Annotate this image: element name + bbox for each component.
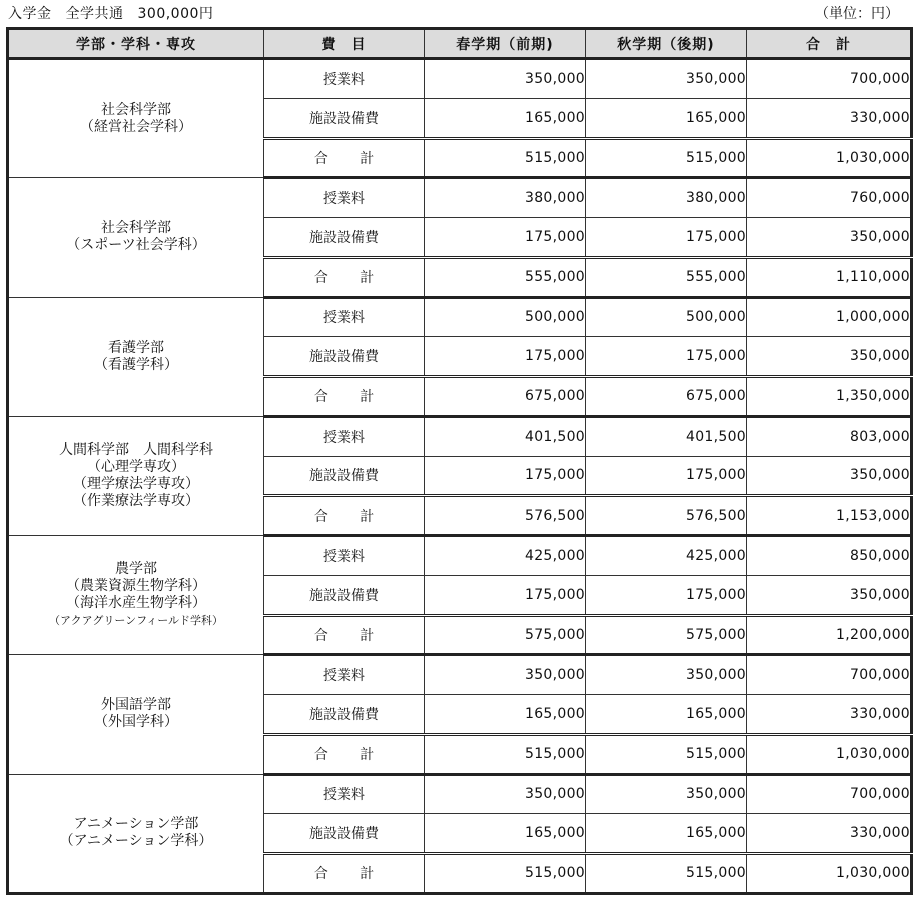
spring-amount-cell: 575,000 — [425, 615, 586, 655]
fee-item-cell: 合 計 — [264, 496, 425, 536]
autumn-amount-cell: 350,000 — [586, 655, 747, 695]
column-header-total: 合 計 — [747, 29, 912, 59]
department-line: 外国語学部 — [101, 697, 171, 714]
department-line: アニメーション学部 — [73, 816, 199, 833]
fee-item-cell: 施設設備費 — [264, 456, 425, 496]
column-header-department: 学部・学科・専攻 — [8, 29, 264, 59]
fee-item-cell: 授業料 — [264, 655, 425, 695]
spring-amount-cell: 175,000 — [425, 456, 586, 496]
autumn-amount-cell: 175,000 — [586, 456, 747, 496]
autumn-amount-cell: 165,000 — [586, 695, 747, 735]
department-line: （海洋水産生物学科） — [66, 595, 206, 612]
autumn-amount-cell: 576,500 — [586, 496, 747, 536]
fee-item-cell: 施設設備費 — [264, 98, 425, 138]
department-cell — [8, 655, 264, 774]
table-row — [8, 536, 912, 576]
autumn-amount-cell: 675,000 — [586, 377, 747, 417]
column-header-fee-item: 費 目 — [264, 29, 425, 59]
fee-item-cell: 授業料 — [264, 774, 425, 814]
table-row — [8, 178, 912, 218]
spring-amount-cell: 165,000 — [425, 695, 586, 735]
fee-item-cell: 合 計 — [264, 854, 425, 894]
fee-item-cell: 施設設備費 — [264, 575, 425, 615]
fee-item-cell: 合 計 — [264, 377, 425, 417]
fee-item-cell: 施設設備費 — [264, 695, 425, 735]
department-line: 看護学部 — [108, 339, 164, 356]
total-amount-cell: 700,000 — [747, 59, 912, 99]
total-amount-cell: 350,000 — [747, 218, 912, 258]
autumn-amount-cell: 515,000 — [586, 138, 747, 178]
autumn-amount-cell: 175,000 — [586, 575, 747, 615]
table-row — [8, 297, 912, 337]
total-amount-cell: 330,000 — [747, 695, 912, 735]
fee-item-cell: 授業料 — [264, 297, 425, 337]
fee-item-cell: 合 計 — [264, 138, 425, 178]
autumn-amount-cell: 515,000 — [586, 854, 747, 894]
spring-amount-cell: 350,000 — [425, 774, 586, 814]
department-line: （外国学科） — [94, 714, 178, 731]
admission-fee-scope: 全学共通 — [65, 6, 124, 22]
spring-amount-cell: 175,000 — [425, 218, 586, 258]
spring-amount-cell: 515,000 — [425, 854, 586, 894]
table-body — [8, 59, 912, 894]
department-cell — [8, 536, 264, 655]
total-amount-cell: 1,030,000 — [747, 734, 912, 774]
table-row — [8, 416, 912, 456]
column-header-spring: 春学期（前期) — [425, 29, 586, 59]
fee-item-cell: 授業料 — [264, 536, 425, 576]
department-line: （農業資源生物学科） — [66, 578, 206, 595]
total-amount-cell: 700,000 — [747, 774, 912, 814]
total-amount-cell: 760,000 — [747, 178, 912, 218]
admission-fee-line — [8, 3, 227, 23]
fee-item-cell: 施設設備費 — [264, 814, 425, 854]
admission-fee-amount: 300,000円 — [137, 6, 214, 22]
department-cell — [8, 416, 264, 535]
table-header-row — [8, 29, 912, 59]
spring-amount-cell: 515,000 — [425, 138, 586, 178]
column-header-autumn: 秋学期（後期) — [586, 29, 747, 59]
department-cell — [8, 297, 264, 416]
spring-amount-cell: 500,000 — [425, 297, 586, 337]
table-row — [8, 59, 912, 99]
total-amount-cell: 1,153,000 — [747, 496, 912, 536]
spring-amount-cell: 165,000 — [425, 98, 586, 138]
total-amount-cell: 803,000 — [747, 416, 912, 456]
autumn-amount-cell: 175,000 — [586, 218, 747, 258]
unit-note: （単位：円） — [815, 6, 899, 22]
total-amount-cell: 1,030,000 — [747, 854, 912, 894]
autumn-amount-cell: 165,000 — [586, 98, 747, 138]
spring-amount-cell: 350,000 — [425, 655, 586, 695]
department-cell — [8, 59, 264, 178]
department-line: （看護学科） — [94, 356, 178, 373]
autumn-amount-cell: 175,000 — [586, 337, 747, 377]
spring-amount-cell: 380,000 — [425, 178, 586, 218]
department-line: 社会科学部 — [101, 220, 171, 237]
department-line: （スポーツ社会学科） — [66, 237, 206, 254]
fee-item-cell: 施設設備費 — [264, 218, 425, 258]
spring-amount-cell: 165,000 — [425, 814, 586, 854]
fee-item-cell: 合 計 — [264, 257, 425, 297]
total-amount-cell: 850,000 — [747, 536, 912, 576]
department-line: （アニメーション学科） — [59, 833, 213, 850]
autumn-amount-cell: 555,000 — [586, 257, 747, 297]
total-amount-cell: 330,000 — [747, 98, 912, 138]
autumn-amount-cell: 425,000 — [586, 536, 747, 576]
spring-amount-cell: 555,000 — [425, 257, 586, 297]
tuition-fee-table — [6, 27, 913, 895]
department-line: 農学部 — [115, 561, 157, 578]
table-row — [8, 774, 912, 814]
autumn-amount-cell: 165,000 — [586, 814, 747, 854]
fee-item-cell: 授業料 — [264, 416, 425, 456]
department-line: 社会科学部 — [101, 101, 171, 118]
spring-amount-cell: 576,500 — [425, 496, 586, 536]
total-amount-cell: 1,000,000 — [747, 297, 912, 337]
total-amount-cell: 330,000 — [747, 814, 912, 854]
department-cell — [8, 178, 264, 297]
fee-item-cell: 施設設備費 — [264, 337, 425, 377]
autumn-amount-cell: 401,500 — [586, 416, 747, 456]
autumn-amount-cell: 350,000 — [586, 59, 747, 99]
total-amount-cell: 350,000 — [747, 575, 912, 615]
spring-amount-cell: 425,000 — [425, 536, 586, 576]
total-amount-cell: 350,000 — [747, 337, 912, 377]
spring-amount-cell: 401,500 — [425, 416, 586, 456]
department-cell — [8, 774, 264, 893]
autumn-amount-cell: 515,000 — [586, 734, 747, 774]
department-line: 人間科学部 人間科学科 — [59, 441, 213, 458]
total-amount-cell: 1,110,000 — [747, 257, 912, 297]
spring-amount-cell: 175,000 — [425, 575, 586, 615]
department-line: （アクアグリーンフィールド学科） — [48, 614, 224, 628]
admission-fee-label: 入学金 — [8, 6, 52, 22]
autumn-amount-cell: 575,000 — [586, 615, 747, 655]
table-row — [8, 655, 912, 695]
department-line: （理学療法学専攻） — [73, 475, 199, 492]
total-amount-cell: 1,030,000 — [747, 138, 912, 178]
autumn-amount-cell: 350,000 — [586, 774, 747, 814]
total-amount-cell: 700,000 — [747, 655, 912, 695]
department-line: （作業療法学専攻） — [73, 492, 199, 509]
total-amount-cell: 1,350,000 — [747, 377, 912, 417]
fee-item-cell: 合 計 — [264, 734, 425, 774]
fee-item-cell: 授業料 — [264, 178, 425, 218]
spring-amount-cell: 350,000 — [425, 59, 586, 99]
total-amount-cell: 350,000 — [747, 456, 912, 496]
department-line: （心理学専攻） — [87, 458, 185, 475]
total-amount-cell: 1,200,000 — [747, 615, 912, 655]
fee-item-cell: 授業料 — [264, 59, 425, 99]
spring-amount-cell: 175,000 — [425, 337, 586, 377]
department-line: （経営社会学科） — [80, 118, 192, 135]
autumn-amount-cell: 380,000 — [586, 178, 747, 218]
fee-item-cell: 合 計 — [264, 615, 425, 655]
autumn-amount-cell: 500,000 — [586, 297, 747, 337]
spring-amount-cell: 515,000 — [425, 734, 586, 774]
spring-amount-cell: 675,000 — [425, 377, 586, 417]
